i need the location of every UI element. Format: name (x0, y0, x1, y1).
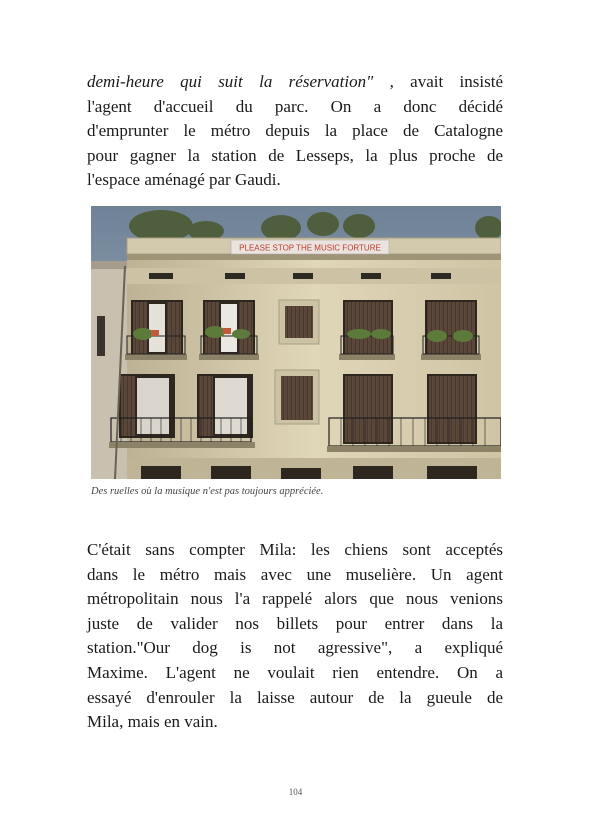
paragraph-line: Maxime. L'agent ne voulait rien entendre. On a (87, 662, 503, 682)
paragraph-line: juste de valider nos billets pour entrer dans la (87, 613, 503, 633)
paragraph-line: d'emprunter le métro depuis la place de Catalogne (87, 121, 503, 141)
paragraph-line: dans le métro mais avec une muselière. Un agent (87, 564, 503, 584)
paragraph-line: Mila, mais en vain. (87, 712, 218, 732)
paragraph-line: station."Our dog is not agressive", a expliqué (87, 638, 503, 658)
paragraph-1 (87, 70, 503, 193)
paragraph-2 (87, 538, 503, 735)
paragraph-line: l'espace aménagé par Gaudi. (87, 170, 281, 190)
italic-quote: demi-heure qui suit la réservation" (87, 72, 374, 91)
banner-text: PLEASE STOP THE MUSIC FORTURE (239, 243, 381, 253)
photo-caption: Des ruelles où la musique n'est pas toujours appréciée. (91, 486, 324, 497)
paragraph-line: essayé d'enrouler la laisse autour de la gueule de (87, 687, 503, 707)
paragraph-line: C'était sans compter Mila: les chiens sont acceptés (87, 540, 503, 559)
paragraph-line: l'agent d'accueil du parc. On a donc décidé (87, 96, 503, 116)
page-number: 104 (288, 787, 303, 797)
paragraph-line: pour gagner la station de Lesseps, la plus proche de (87, 145, 503, 165)
paragraph-line (87, 70, 503, 95)
building-photo (91, 206, 501, 479)
paragraph-line: métropolitain nous l'a rappelé alors que nous venions (87, 589, 503, 609)
line-rest: , avait insisté (373, 72, 503, 91)
